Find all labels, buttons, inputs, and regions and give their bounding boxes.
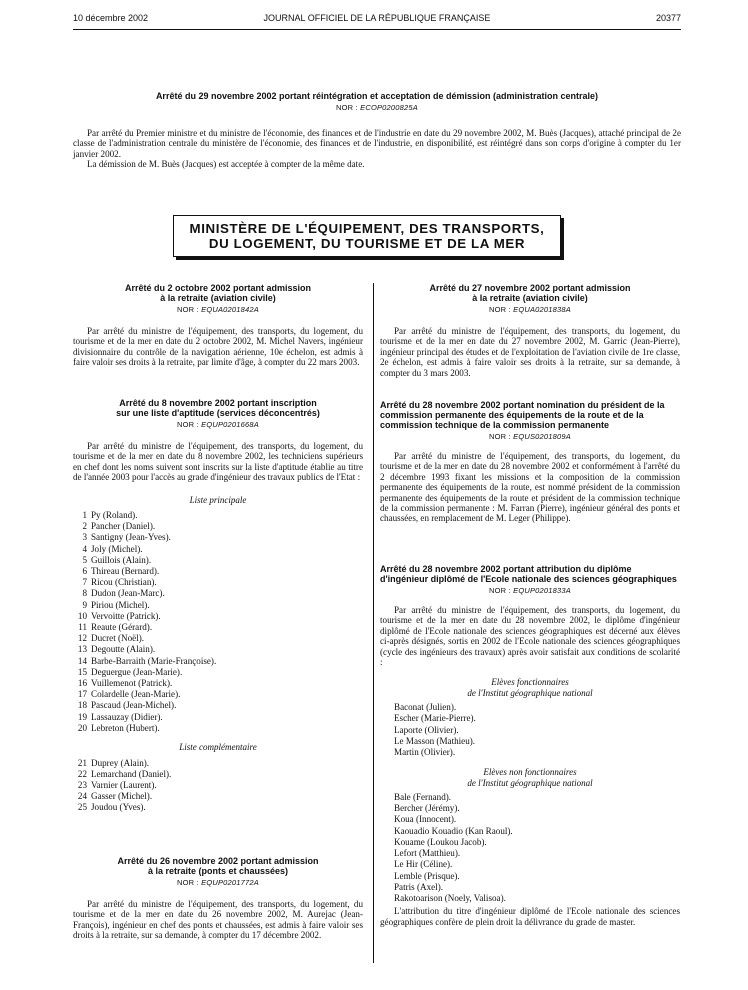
list-item-number: 12 <box>77 633 87 644</box>
list-item-number: 14 <box>77 655 87 666</box>
list-item-name: Varnier (Laurent). <box>91 779 157 790</box>
ministry-line-2: DU LOGEMENT, DU TOURISME ET DE LA MER <box>208 236 526 251</box>
arrete-reintegration <box>73 91 681 170</box>
list-heading: Liste principale <box>189 494 247 505</box>
eleves-fonctionnaires <box>394 702 680 758</box>
arrete-2-octobre <box>73 283 363 368</box>
list-item-name: Ricou (Christian). <box>91 577 157 588</box>
list-item-name: Santigny (Jean-Yves). <box>91 532 171 543</box>
list-item <box>73 791 363 802</box>
list-item-number: 19 <box>77 711 87 722</box>
list-item-name: Joudou (Yves). <box>91 802 146 813</box>
list-item <box>73 667 363 678</box>
list-item: Le Masson (Mathieu). <box>394 735 476 746</box>
list-item-name: Pascaud (Jean-Michel). <box>91 700 177 711</box>
nor-reference: NOR : EQUP0201668A <box>177 420 259 429</box>
list-item-name: Reaute (Gérard). <box>91 622 153 633</box>
list-item-number: 17 <box>77 689 87 700</box>
list-item-number: 6 <box>82 566 87 577</box>
arrete-title: Arrêté du 2 octobre 2002 portant admission à la retraite (aviation civile) <box>124 283 312 303</box>
list-item <box>73 622 363 633</box>
list-item: Rakotoarison (Noely, Valisoa). <box>394 892 506 903</box>
arrete-title: Arrêté du 26 novembre 2002 portant admission à la retraite (ponts et chaussées) <box>117 856 319 876</box>
page-number: 20377 <box>655 13 681 23</box>
list-item-name: Barbe-Barraith (Marie-Françoise). <box>91 655 217 666</box>
arrete-paragraph: Par arrêté du ministre de l'équipement, des transports, du logement, du tourisme et de la mer en date du 28 novembre 2002, le diplôme d'ingénieur diplômé de l'Ecole nationale des sciences géographiques est décerné aux élèves ci-après désignés, sortis en 2002 de l'Ecole nationale des sciences géographiques (cycle des ingénieurs des travaux) après avoir satisfait aux conditions de scolarité : <box>380 605 680 668</box>
list-item: Le Hir (Céline). <box>394 859 453 870</box>
group-heading: de l'Institut géographique national <box>467 687 593 698</box>
list-item-number: 4 <box>82 543 87 554</box>
list-item: Laporte (Olivier). <box>394 724 459 735</box>
list-item: Patris (Axel). <box>394 881 443 892</box>
list-item <box>73 577 363 588</box>
list-item-number: 8 <box>82 588 87 599</box>
issue-date: 10 décembre 2002 <box>73 13 149 23</box>
arrete-28-novembre-diplome <box>380 564 680 927</box>
list-item-name: Lemarchand (Daniel). <box>91 768 172 779</box>
list-item <box>73 588 363 599</box>
nor-reference: NOR : EQUP0201772A <box>177 878 259 887</box>
list-item-number: 16 <box>77 678 87 689</box>
list-item-name: Duprey (Alain). <box>91 757 150 768</box>
list-item-name: Py (Roland). <box>91 510 138 521</box>
list-item-number: 25 <box>77 802 87 813</box>
list-item <box>73 769 363 780</box>
list-item-number: 22 <box>77 768 87 779</box>
list-item <box>73 544 363 555</box>
list-item-name: Degoutte (Alain). <box>91 644 156 655</box>
arrete-paragraph: Par arrêté du Premier ministre et du ministre de l'économie, des finances et de l'industrie en date du 29 novembre 2002, M. Buès (Jacques), attaché principal de 2e classe de l'administration centrale du ministère de l'économie, des finances et de l'industrie, en disponibilité, est réintégré dans son corps d'origine à compter du 1er janvier 2002. <box>73 128 681 159</box>
list-item: Lefort (Matthieu). <box>394 848 461 859</box>
list-item-number: 2 <box>82 521 87 532</box>
ministry-line-1: MINISTÈRE DE L'ÉQUIPEMENT, DES TRANSPORTS, <box>189 221 545 236</box>
list-item-name: Pancher (Daniel). <box>91 521 156 532</box>
list-item <box>73 566 363 577</box>
list-item <box>73 712 363 723</box>
list-item <box>73 644 363 655</box>
arrete-title: Arrêté du 28 novembre 2002 portant nomination du président de la commission permanente des équipements de la route et de la commission technique de la commission permanente <box>380 400 665 430</box>
nor-reference: NOR : EQUP0201833A <box>489 586 571 595</box>
list-item <box>73 780 363 791</box>
list-item <box>73 611 363 622</box>
nor-reference: NOR : EQUS0201809A <box>489 432 571 441</box>
list-item-number: 21 <box>77 757 87 768</box>
list-item: Martin (Olivier). <box>394 747 456 758</box>
nor-reference: NOR : EQUA0201842A <box>177 305 259 314</box>
list-item-name: Ducret (Noël). <box>91 633 145 644</box>
list-item <box>73 656 363 667</box>
list-item-number: 10 <box>77 610 87 621</box>
list-item: Kaouadio Kouadio (Kan Raoul). <box>394 825 513 836</box>
list-item <box>73 521 363 532</box>
nor-reference: NOR : ECOP0200825A <box>336 103 418 112</box>
list-item: Koua (Innocent). <box>394 814 457 825</box>
group-heading: de l'Institut géographique national <box>467 777 593 788</box>
list-item-name: Lebreton (Hubert). <box>91 722 160 733</box>
list-item <box>73 758 363 769</box>
arrete-paragraph: Par arrêté du ministre de l'équipement, des transports, du logement, du tourisme et de la mer en date du 2 octobre 2002, M. Michel Navers, ingénieur divisionnaire du contrôle de la navigation aérienne, 10e échelon, est admis à faire valoir ses droits à la retraite, par limite d'âge, à compter du 22 mars 2003. <box>73 326 363 368</box>
list-item <box>73 633 363 644</box>
group-heading: Elèves non fonctionnaires <box>483 767 577 778</box>
page-header <box>73 13 681 27</box>
list-item-number: 7 <box>82 577 87 588</box>
list-item-name: Vuillemenot (Patrick). <box>91 678 173 689</box>
list-item-name: Guillois (Alain). <box>91 554 152 565</box>
list-item <box>73 510 363 521</box>
arrete-paragraph: Par arrêté du ministre de l'équipement, des transports, du logement, du tourisme et de la mer en date du 8 novembre 2002, les techniciens supérieurs en chef dont les noms suivent sont inscrits sur la liste d'aptitude établie au titre de l'année 2003 pour l'accès au grade d'ingénieur des travaux publics de l'Etat : <box>73 441 363 483</box>
list-item <box>73 700 363 711</box>
arrete-paragraph: La démission de M. Buès (Jacques) est acceptée à compter de la même date. <box>87 159 365 170</box>
list-item: Bercher (Jérémy). <box>394 803 460 814</box>
eleves-non-fonctionnaires <box>394 792 680 904</box>
list-item: Kouame (Loukou Jacob). <box>394 836 487 847</box>
list-item-number: 13 <box>77 644 87 655</box>
list-item-number: 9 <box>82 599 87 610</box>
list-item-name: Deguergue (Jean-Marie). <box>91 666 183 677</box>
list-item-name: Lassauzay (Didier). <box>91 711 163 722</box>
list-item-name: Joly (Michel). <box>91 543 143 554</box>
list-item-name: Colardelle (Jean-Marie). <box>91 689 181 700</box>
liste-principale <box>73 510 363 734</box>
list-item <box>73 723 363 734</box>
arrete-paragraph: L'attribution du titre d'ingénieur diplômé de l'Ecole nationale des sciences géographiques confère de plein droit la délivrance du grade de master. <box>380 906 680 927</box>
list-item-name: Gasser (Michel). <box>91 791 153 802</box>
liste-complementaire <box>73 758 363 814</box>
arrete-title: Arrêté du 29 novembre 2002 portant réintégration et acceptation de démission (administration centrale) <box>155 91 599 101</box>
list-item-number: 15 <box>77 666 87 677</box>
list-item-number: 24 <box>77 791 87 802</box>
list-item <box>73 532 363 543</box>
arrete-paragraph: Par arrêté du ministre de l'équipement, des transports, du logement, du tourisme et de la mer en date du 28 novembre 2002 et conformément à l'arrêté du 2 décembre 1993 fixant les missions et la composition de la commission permanente des équipements de la route, est nommé président de la commission permanente des équipements de la route et président de la commission technique de la commission permanente : M. Farran (Pierre), ingénieur général des ponts et chaussées, en remplacement de M. Leger (Philippe). <box>380 451 680 524</box>
list-item-number: 11 <box>78 622 87 633</box>
arrete-28-novembre-nomination <box>380 400 680 524</box>
arrete-8-novembre <box>73 398 363 814</box>
list-item: Bale (Fernand). <box>394 792 452 803</box>
list-item-name: Vervoitte (Patrick). <box>91 610 161 621</box>
list-item <box>73 678 363 689</box>
list-item <box>73 689 363 700</box>
arrete-title: Arrêté du 28 novembre 2002 portant attribution du diplôme d'ingénieur diplômé de l'Ecole nationale des sciences géographiques <box>380 564 677 584</box>
list-item-name: Dudon (Jean-Marc). <box>91 588 165 599</box>
list-item <box>73 802 363 813</box>
journal-title: JOURNAL OFFICIEL DE LA RÉPUBLIQUE FRANÇAISE <box>263 13 491 23</box>
list-item <box>73 555 363 566</box>
list-item: Lemble (Prisque). <box>394 870 460 881</box>
list-item-number: 20 <box>77 722 87 733</box>
list-item: Baconat (Julien). <box>394 702 457 713</box>
ministry-heading-box <box>173 215 561 257</box>
arrete-27-novembre <box>380 283 680 378</box>
group-heading: Elèves fonctionnaires <box>491 677 569 688</box>
list-item <box>73 600 363 611</box>
list-item-number: 23 <box>77 779 87 790</box>
list-heading: Liste complémentaire <box>179 742 257 753</box>
arrete-title: Arrêté du 27 novembre 2002 portant admission à la retraite (aviation civile) <box>429 283 631 303</box>
arrete-paragraph: Par arrêté du ministre de l'équipement, des transports, du logement, du tourisme et de la mer en date du 26 novembre 2002, M. Aurejac (Jean-François), ingénieur en chef des ponts et chaussées, est admis à faire valoir ses droits à la retraite, sur sa demande, à compter du 17 décembre 2002. <box>73 899 363 941</box>
nor-reference: NOR : EQUA0201838A <box>489 305 571 314</box>
list-item-name: Thireau (Bernard). <box>91 566 160 577</box>
column-divider <box>373 283 374 963</box>
arrete-paragraph: Par arrêté du ministre de l'équipement, des transports, du logement, du tourisme et de la mer en date du 27 novembre 2002, M. Garric (Jean-Pierre), ingénieur principal des études et de l'exploitation de l'aviation civile de 1re classe, 2e échelon, est admis à faire valoir ses droits à la retraite, sur sa demande, à compter du 3 mars 2003. <box>380 326 680 378</box>
header-rule <box>73 29 681 30</box>
list-item-number: 5 <box>82 554 87 565</box>
arrete-26-novembre <box>73 856 363 941</box>
arrete-title: Arrêté du 8 novembre 2002 portant inscription sur une liste d'aptitude (services déconcentrés) <box>116 398 320 418</box>
list-item-number: 18 <box>77 700 87 711</box>
list-item: Escher (Marie-Pierre). <box>394 713 476 724</box>
list-item-number: 3 <box>82 532 87 543</box>
list-item-number: 1 <box>82 510 87 521</box>
list-item-name: Piriou (Michel). <box>91 599 150 610</box>
